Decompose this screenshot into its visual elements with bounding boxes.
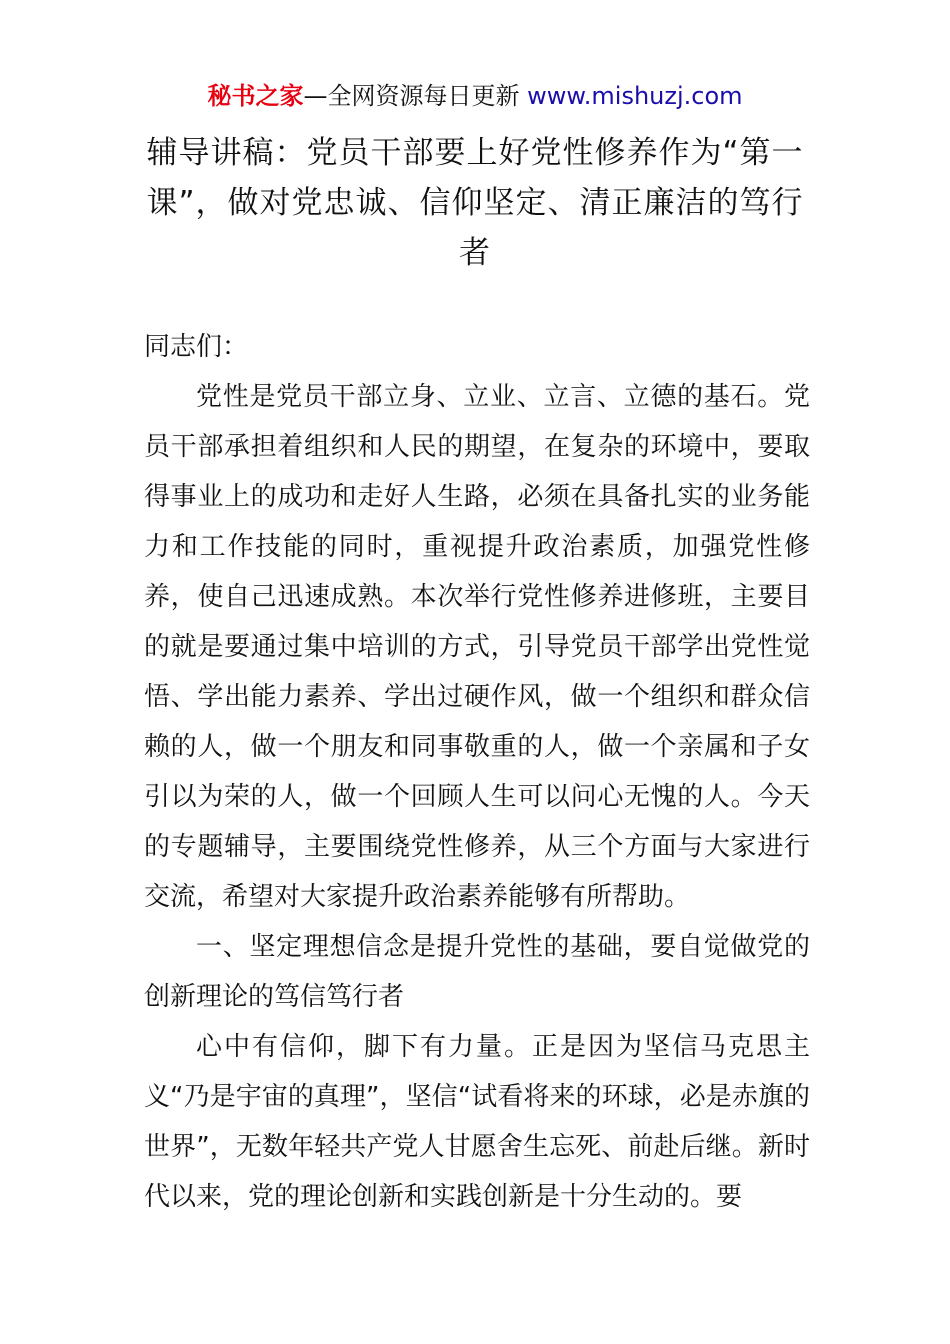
document-body bbox=[144, 322, 810, 1222]
site-brand: 秘书之家 bbox=[207, 82, 304, 110]
section-heading-1: 一、坚定理想信念是提升党性的基础，要自觉做党的创新理论的笃信笃行者 bbox=[144, 932, 810, 1012]
section-1-paragraph: 心中有信仰，脚下有力量。正是因为坚信马克思主义“乃是宇宙的真理”，坚信“试看将来的环球，必是赤旗的世界”，无数年轻共产党人甘愿舍生忘死、前赴后继。新时代以来，党的理论创新和实践创新是十分生动的。要 bbox=[144, 1032, 810, 1212]
site-url: www.mishuzj.com bbox=[527, 82, 743, 110]
salutation: 同志们： bbox=[144, 332, 249, 362]
site-tagline: —全网资源每日更新 bbox=[303, 82, 528, 110]
intro-paragraph: 党性是党员干部立身、立业、立言、立德的基石。党员干部承担着组织和人民的期望，在复杂的环境中，要取得事业上的成功和走好人生路，必须在具备扎实的业务能力和工作技能的同时，重视提升政治素质，加强党性修养，使自己迅速成熟。本次举行党性修养进修班，主要目的就是要通过集中培训的方式，引导党员干部学出党性觉悟、学出能力素养、学出过硬作风，做一个组织和群众信赖的人，做一个朋友和同事敬重的人，做一个亲属和子女引以为荣的人，做一个回顾人生可以问心无愧的人。今天的专题辅导，主要围绕党性修养，从三个方面与大家进行交流，希望对大家提升政治素养能够有所帮助。 bbox=[144, 382, 810, 912]
document-title: 辅导讲稿：党员干部要上好党性修养作为“第一课”，做对党忠诚、信仰坚定、清正廉洁的笃行者 bbox=[146, 135, 804, 271]
site-header bbox=[0, 80, 950, 112]
